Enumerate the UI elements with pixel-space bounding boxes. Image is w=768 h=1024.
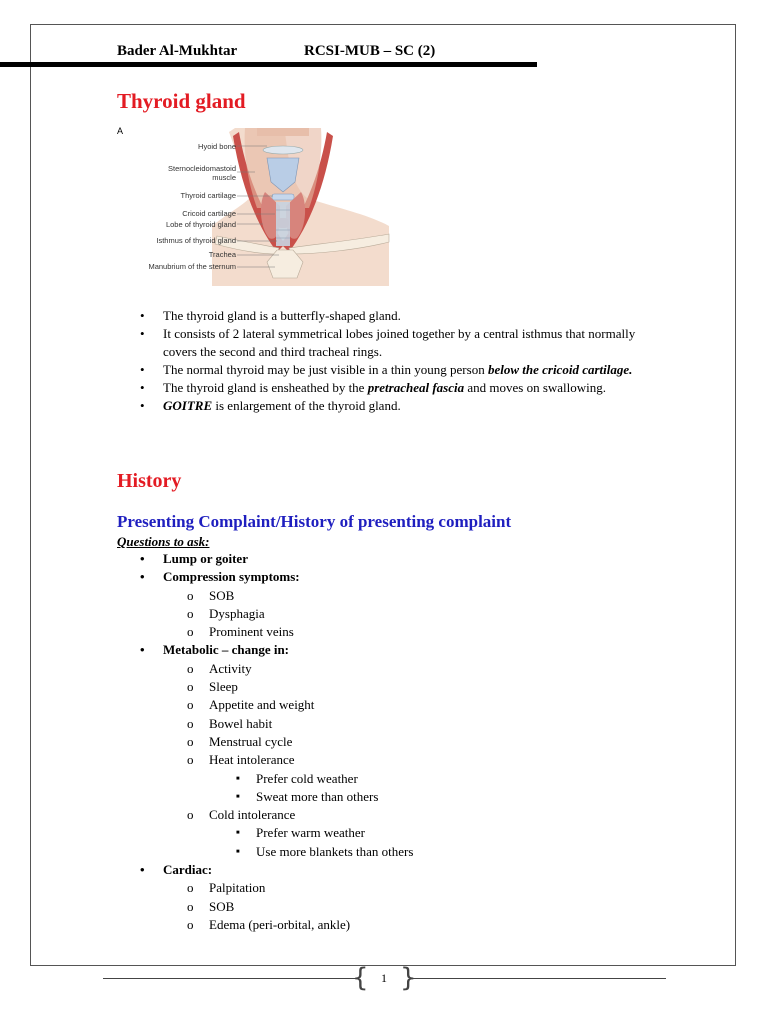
- footer-rule-right: [412, 978, 666, 979]
- list-item: • Metabolic – change in:: [140, 641, 660, 659]
- figure-label: muscle: [212, 173, 236, 182]
- page-number: 1: [381, 971, 387, 985]
- emphasis-text: pretracheal fascia: [367, 380, 465, 395]
- list-item: o Prominent veins: [140, 623, 660, 641]
- figure-letter: A: [117, 126, 124, 136]
- header-rule: [0, 62, 537, 67]
- section-title-history: History: [117, 470, 182, 492]
- figure-label: Hyoid bone: [198, 142, 236, 151]
- figure-label: Manubrium of the sternum: [148, 262, 236, 271]
- list-item: o Heat intolerance: [140, 751, 660, 769]
- page-title: Thyroid gland: [117, 89, 246, 113]
- figure-label: Trachea: [208, 250, 236, 259]
- list-item: [140, 307, 660, 325]
- list-item: o SOB: [140, 587, 660, 605]
- list-item: • Cardiac:: [140, 861, 660, 879]
- list-item-text: It consists of 2 lateral symmetrical lobes joined together by a central isthmus that normally covers the second and third tracheal rings.: [163, 326, 636, 359]
- list-item: o Appetite and weight: [140, 696, 660, 714]
- subsection-title: Presenting Complaint/History of presenting complaint: [117, 512, 512, 531]
- list-item: [140, 325, 660, 361]
- list-item: [140, 379, 660, 397]
- list-item: • Compression symptoms:: [140, 568, 660, 586]
- figure-label: Sternocleidomastoid: [168, 164, 236, 173]
- thyroid-anatomy-figure: [117, 126, 393, 286]
- footer-brace-left: {: [352, 963, 369, 993]
- footer-brace-right: }: [400, 963, 417, 993]
- list-item: o Bowel habit: [140, 715, 660, 733]
- list-item: ■ Sweat more than others: [140, 788, 660, 806]
- list-item-text: The thyroid gland is ensheathed by the: [163, 380, 368, 395]
- list-item-text: is enlargement of the thyroid gland.: [212, 398, 401, 413]
- list-item: ■ Use more blankets than others: [140, 843, 660, 861]
- list-item: o Dysphagia: [140, 605, 660, 623]
- figure-label: Thyroid cartilage: [180, 191, 236, 200]
- list-item: o Edema (peri-orbital, ankle): [140, 916, 660, 934]
- figure-label: Lobe of thyroid gland: [165, 220, 236, 229]
- list-item: o Menstrual cycle: [140, 733, 660, 751]
- list-item: o SOB: [140, 898, 660, 916]
- figure-label: Cricoid cartilage: [182, 209, 236, 218]
- list-item: • Lump or goiter: [140, 550, 660, 568]
- list-item: ■ Prefer warm weather: [140, 824, 660, 842]
- emphasis-text: GOITRE: [163, 398, 213, 413]
- list-item: [140, 397, 660, 415]
- page-header: [117, 43, 436, 60]
- header-author: Bader Al-Mukhtar: [117, 43, 238, 59]
- history-question-list: [140, 550, 660, 934]
- list-item: o Sleep: [140, 678, 660, 696]
- list-item-text: The normal thyroid may be just visible in a thin young person: [163, 362, 488, 377]
- list-item-text: and moves on swallowing.: [464, 380, 607, 395]
- figure-label: Isthmus of thyroid gland: [156, 236, 236, 245]
- questions-label: Questions to ask:: [117, 534, 210, 549]
- list-item: ■ Prefer cold weather: [140, 770, 660, 788]
- list-item: o Cold intolerance: [140, 806, 660, 824]
- list-item: o Activity: [140, 660, 660, 678]
- footer-rule-left: [103, 978, 358, 979]
- list-item-text: The thyroid gland is a butterfly-shaped gland.: [163, 308, 401, 323]
- intro-bullet-list: [140, 307, 660, 415]
- figure-labels: [117, 126, 393, 286]
- list-item: [140, 361, 660, 379]
- emphasis-text: below the cricoid cartilage.: [487, 362, 633, 377]
- header-affiliation: RCSI-MUB – SC (2): [304, 43, 436, 59]
- list-item: o Palpitation: [140, 879, 660, 897]
